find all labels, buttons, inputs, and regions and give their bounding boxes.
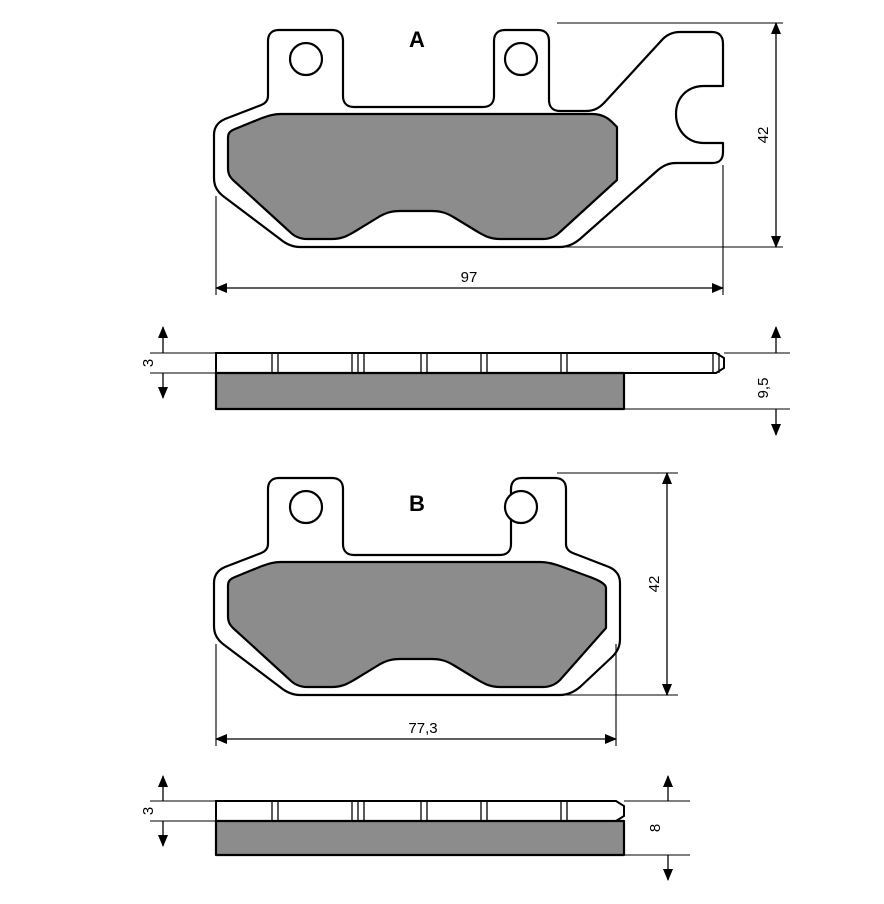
pad-a-side-friction bbox=[216, 373, 624, 409]
view-b-front bbox=[214, 473, 678, 746]
dim-b-total-text: 8 bbox=[647, 823, 664, 833]
dim-b-width-text: 77,3 bbox=[408, 720, 438, 737]
dim-a-width-text: 97 bbox=[460, 269, 478, 286]
pad-a-side-backplate bbox=[216, 353, 724, 373]
dim-a-backplate-text: 3 bbox=[140, 358, 157, 368]
view-a-side bbox=[140, 327, 790, 435]
view-b-letter: B bbox=[409, 491, 425, 516]
view-a-front bbox=[214, 23, 783, 295]
dim-a-height-text: 42 bbox=[755, 126, 772, 144]
pad-b-hole-right bbox=[505, 491, 537, 523]
pad-b-side-friction bbox=[216, 821, 624, 855]
pad-b-side-backplate bbox=[216, 801, 624, 821]
view-b-side bbox=[140, 776, 690, 880]
pad-a-hole-left bbox=[290, 43, 322, 75]
pad-b-hole-left bbox=[290, 491, 322, 523]
dim-b-backplate-text: 3 bbox=[140, 806, 157, 816]
pad-a-hole-right bbox=[505, 43, 537, 75]
dim-b-height-text: 42 bbox=[646, 575, 663, 593]
view-a-letter: A bbox=[409, 27, 425, 52]
dim-a-total-text: 9,5 bbox=[755, 377, 772, 399]
